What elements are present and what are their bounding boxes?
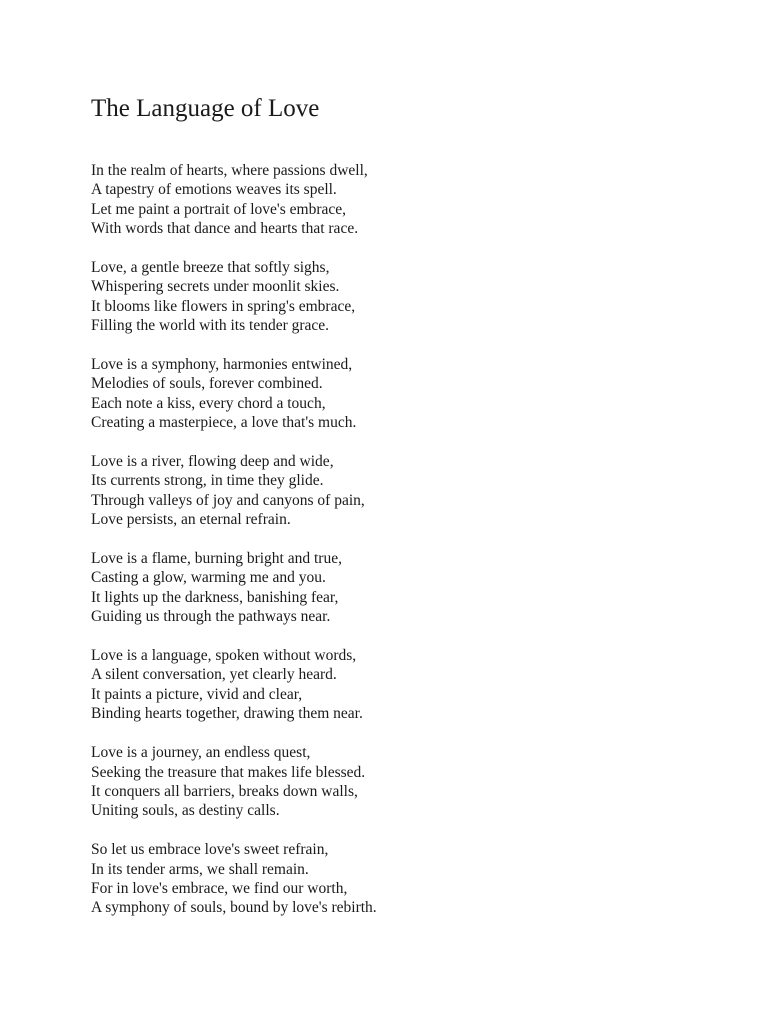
poem-line: It conquers all barriers, breaks down walls, (91, 782, 358, 800)
poem-line: Creating a masterpiece, a love that's much. (91, 414, 357, 432)
poem-line: Filling the world with its tender grace. (91, 317, 330, 335)
stanza (91, 743, 711, 821)
stanza (91, 646, 711, 724)
poem-line: Its currents strong, in time they glide. (91, 472, 324, 490)
poem-line: Each note a kiss, every chord a touch, (91, 394, 326, 412)
poem-line: Through valleys of joy and canyons of pain, (91, 491, 365, 509)
page-title: The Language of Love (91, 95, 320, 122)
stanza (91, 452, 711, 530)
poem-line: A tapestry of emotions weaves its spell. (91, 181, 337, 199)
poem-line: For in love's embrace, we find our worth, (91, 879, 348, 897)
poem-line: Let me paint a portrait of love's embrace, (91, 200, 346, 218)
stanza (91, 258, 711, 336)
poem-line: Seeking the treasure that makes life blessed. (91, 763, 366, 781)
poem-line: A silent conversation, yet clearly heard. (91, 666, 337, 684)
poem-line: With words that dance and hearts that race. (91, 220, 359, 238)
poem-line: Uniting souls, as destiny calls. (91, 802, 280, 820)
poem-line: A symphony of souls, bound by love's rebirth. (91, 899, 377, 917)
stanza (91, 840, 711, 918)
stanza (91, 161, 711, 239)
poem-line: Love is a flame, burning bright and true, (91, 550, 342, 568)
poem-line: Love is a journey, an endless quest, (91, 744, 311, 762)
poem-line: Love is a river, flowing deep and wide, (91, 453, 334, 471)
poem-line: Love persists, an eternal refrain. (91, 511, 291, 529)
poem-line: Whispering secrets under moonlit skies. (91, 278, 340, 296)
poem-line: Love, a gentle breeze that softly sighs, (91, 259, 330, 277)
poem-line: It blooms like flowers in spring's embrace, (91, 297, 356, 315)
poem-line: Love is a language, spoken without words, (91, 647, 357, 665)
poem-line: Guiding us through the pathways near. (91, 608, 331, 626)
stanza (91, 355, 711, 433)
poem-line: Casting a glow, warming me and you. (91, 569, 326, 587)
poem-line: It lights up the darkness, banishing fear, (91, 588, 339, 606)
poem-line: Binding hearts together, drawing them near. (91, 705, 363, 723)
poem-line: Melodies of souls, forever combined. (91, 375, 323, 393)
poem-line: In the realm of hearts, where passions dwell, (91, 162, 368, 179)
poem-line: It paints a picture, vivid and clear, (91, 685, 303, 703)
poem-line: In its tender arms, we shall remain. (91, 860, 309, 878)
stanza (91, 549, 711, 627)
poem-body (91, 161, 711, 937)
poem-line: Love is a symphony, harmonies entwined, (91, 356, 353, 374)
poem-line: So let us embrace love's sweet refrain, (91, 841, 329, 859)
